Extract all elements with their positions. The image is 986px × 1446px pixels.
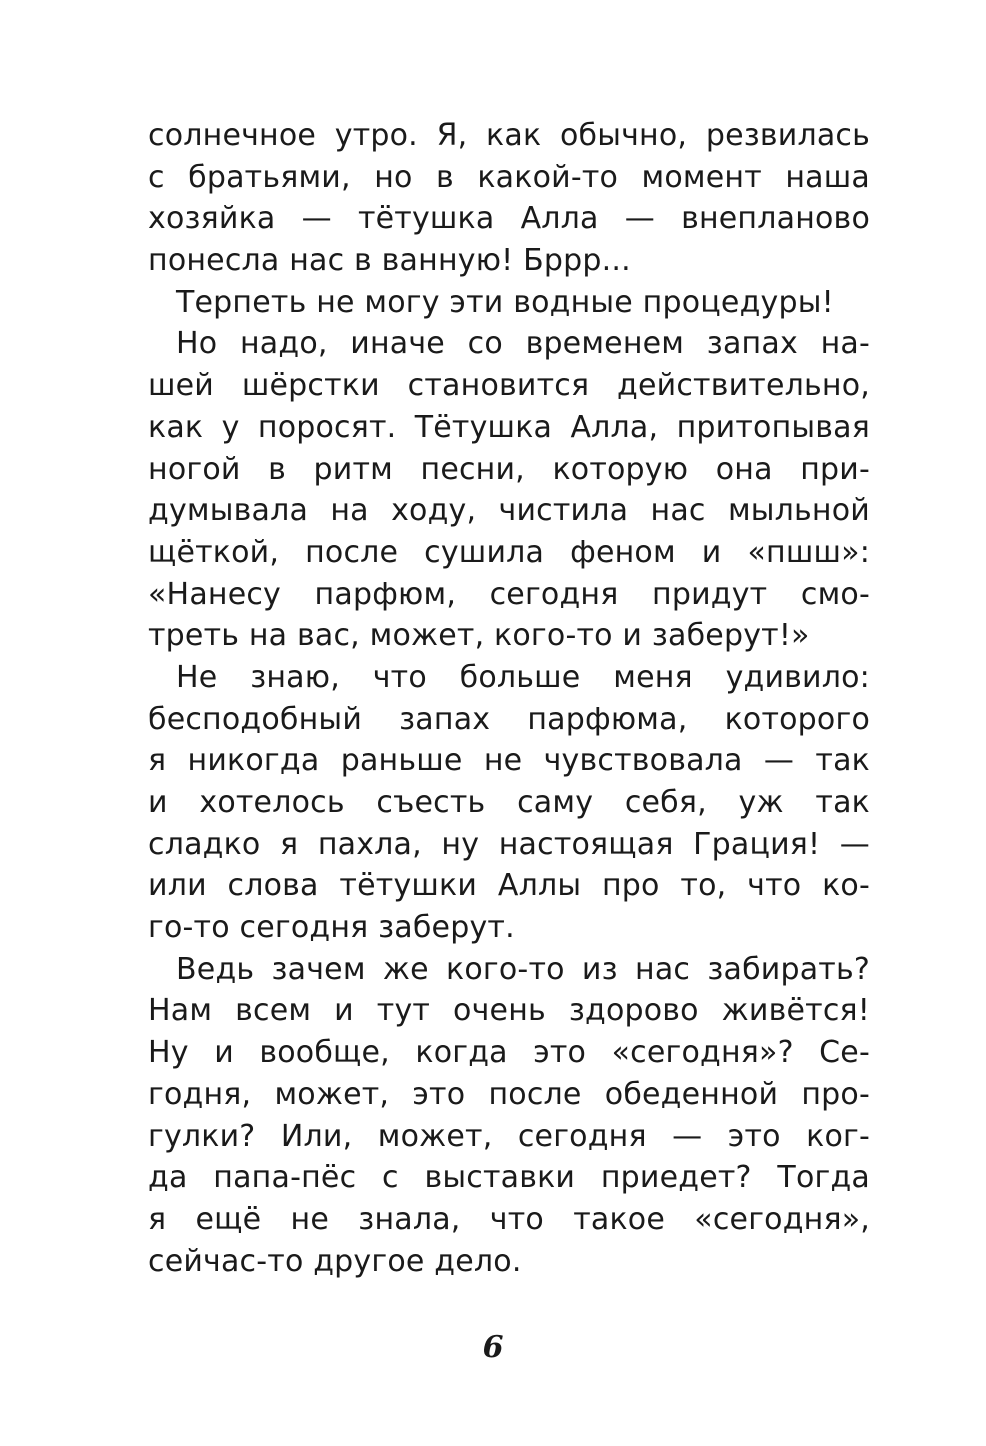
text-line: Нам всем и тут очень здорово живётся! <box>148 993 870 1029</box>
text-line: го-то сегодня заберут. <box>148 910 515 946</box>
text-line: ногой в ритм песни, которую она при- <box>148 451 870 487</box>
text-line: с братьями, но в какой-то момент наша <box>148 159 870 195</box>
text-line: хозяйка — тётушка Алла — внепланово <box>148 201 870 237</box>
text-line: Но надо, иначе со временем запах на- <box>176 326 870 362</box>
text-line: бесподобный запах парфюма, которого <box>148 701 870 737</box>
text-line: сейчас-то другое дело. <box>148 1243 522 1279</box>
text-line: Терпеть не могу эти водные процедуры! <box>176 284 834 320</box>
text-line: да папа-пёс с выставки приедет? Тогда <box>148 1160 870 1196</box>
text-line: шей шёрстки становится действительно, <box>148 368 870 404</box>
text-line: щёткой, после сушила феном и «пшш»: <box>148 534 870 570</box>
body-text <box>148 115 870 1282</box>
text-line: я ещё не знала, что такое «сегодня», <box>148 1201 870 1237</box>
text-line: Ведь зачем же кого-то из нас забирать? <box>176 951 870 987</box>
text-line: солнечное утро. Я, как обычно, резвилась <box>148 118 870 153</box>
text-line: или слова тётушки Аллы про то, что ко- <box>148 868 870 904</box>
text-line: и хотелось съесть саму себя, уж так <box>148 785 870 820</box>
page-number: 6 <box>482 1330 504 1365</box>
text-line: как у поросят. Тётушка Алла, притопывая <box>148 409 870 445</box>
text-line: Не знаю, что больше меня удивило: <box>176 659 870 695</box>
text-line: «Нанесу парфюм, сегодня придут смо- <box>148 576 870 612</box>
text-line: думывала на ходу, чистила нас мыльной <box>148 493 870 529</box>
text-line: треть на вас, может, кого-то и заберут!» <box>148 618 810 654</box>
text-line: я никогда раньше не чувствовала — так <box>148 743 870 779</box>
text-line: сладко я пахла, ну настоящая Грация! — <box>148 826 870 862</box>
text-line: годня, может, это после обеденной про- <box>148 1076 870 1112</box>
text-line: Ну и вообще, когда это «сегодня»? Се- <box>148 1035 870 1071</box>
text-line: гулки? Или, может, сегодня — это ког- <box>148 1118 870 1154</box>
text-line: понесла нас в ванную! Бррр... <box>148 243 631 279</box>
